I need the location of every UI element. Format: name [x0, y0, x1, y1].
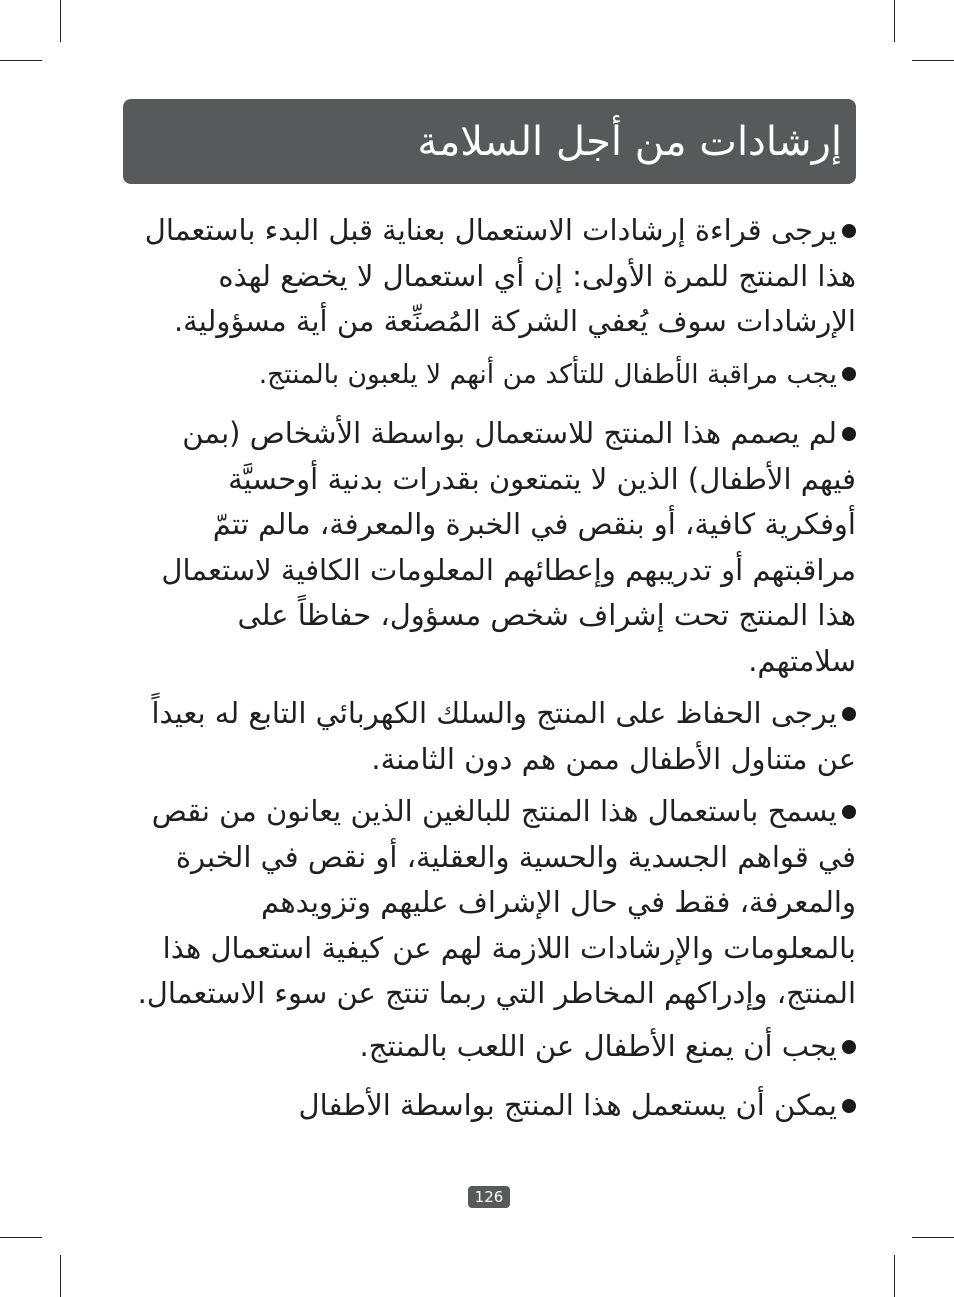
bullet-icon	[842, 707, 856, 721]
list-item	[128, 1024, 856, 1070]
list-item	[128, 411, 856, 684]
bullet-icon	[842, 1099, 856, 1113]
page-title: إرشادات من أجل السلامة	[417, 118, 842, 165]
bullet-icon	[842, 1040, 856, 1054]
list-item	[128, 352, 856, 398]
list-item-text: يرجى الحفاظ على المنتج والسلك الكهربائي التابع له بعيداً عن متناول الأطفال ممن هم دون الثامنة.	[151, 696, 856, 776]
bullet-icon	[842, 224, 856, 238]
crop-mark-right-bottom	[912, 1237, 954, 1238]
crop-mark-top-left	[60, 0, 61, 42]
list-item-text: يمكن أن يستعمل هذا المنتج بواسطة الأطفال	[298, 1088, 837, 1122]
safety-instructions-list	[128, 208, 856, 1136]
crop-mark-left-top	[0, 60, 42, 61]
list-item	[128, 208, 856, 345]
list-item-text: يرجى قراءة إرشادات الاستعمال بعناية قبل البدء باستعمال هذا المنتج للمرة الأولى: إن أي استعمال لا يخضع لهذه الإرشادات سوف يُعفي الشركة المُصنِّعة من أية مسؤولية.	[144, 213, 856, 338]
crop-mark-top-right	[894, 0, 895, 42]
crop-mark-bottom-right	[894, 1255, 895, 1297]
list-item	[128, 789, 856, 1017]
list-item-text: لم يصمم هذا المنتج للاستعمال بواسطة الأشخاص (بمن فيهم الأطفال) الذين لا يتمتعون بقدرات بدنية أوحسيَّة أوفكرية كافية، أو بنقص في الخبرة والمعرفة، مالم تتمّ مراقبتهم أو تدريبهم وإعطائهم المعلومات الكافية لاستعمال هذا المنتج تحت إشراف شخص مسؤول، حفاظاً على سلامتهم.	[161, 416, 856, 678]
bullet-icon	[842, 805, 856, 819]
list-item-text: يجب أن يمنع الأطفال عن اللعب بالمنتج.	[359, 1028, 837, 1063]
page-number: 126	[468, 1186, 510, 1208]
list-item	[128, 691, 856, 782]
bullet-icon	[842, 367, 856, 381]
crop-mark-bottom-left	[60, 1255, 61, 1297]
section-header	[123, 99, 856, 184]
list-item-text: يسمح باستعمال هذا المنتج للبالغين الذين يعانون من نقص في قواهم الجسدية والحسية والعقلية، أو نقص في الخبرة والمعرفة، فقط في حال الإشراف عليهم وتزويدهم بالمعلومات والإرشادات اللازمة لهم عن كيفية استعمال هذا المنتج، وإدراكهم المخاطر التي ربما تنتج عن سوء الاستعمال.	[137, 794, 856, 1010]
list-item-text: يجب مراقبة الأطفال للتأكد من أنهم لا يلعبون بالمنتج.	[258, 358, 837, 390]
crop-mark-left-bottom	[0, 1237, 42, 1238]
crop-mark-right-top	[912, 60, 954, 61]
list-item	[128, 1083, 856, 1129]
bullet-icon	[842, 427, 856, 441]
